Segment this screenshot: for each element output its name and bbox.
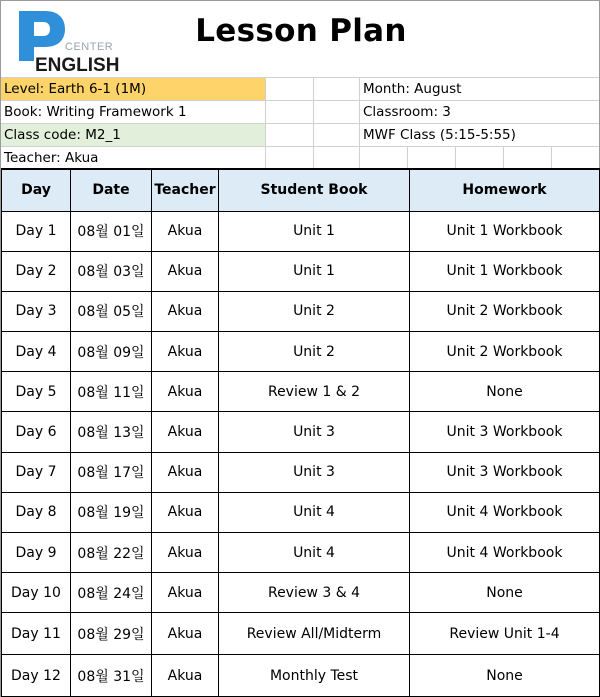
classroom-cell: Classroom: 3 <box>363 104 451 120</box>
date-cell: 08월 24일 <box>71 573 152 613</box>
empty-cell <box>266 147 314 169</box>
table-row <box>2 251 600 291</box>
homework-cell: Unit 4 Workbook <box>410 492 600 532</box>
teacher-cell: Akua <box>152 573 219 613</box>
day-cell: Day 3 <box>2 291 71 331</box>
homework-cell: None <box>410 573 600 613</box>
table-row <box>2 573 600 613</box>
empty-cell <box>266 78 314 100</box>
homework-cell: Unit 2 Workbook <box>410 291 600 331</box>
student-book-cell: Review 3 & 4 <box>219 573 410 613</box>
header-day: Day <box>2 169 71 211</box>
table-row <box>2 655 600 697</box>
day-cell: Day 4 <box>2 332 71 372</box>
empty-cell <box>314 78 360 100</box>
table-row <box>2 613 600 655</box>
homework-cell: Unit 3 Workbook <box>410 452 600 492</box>
date-cell: 08월 05일 <box>71 291 152 331</box>
book-cell: Book: Writing Framework 1 <box>1 101 266 123</box>
empty-cell <box>408 147 456 169</box>
teacher-cell: Akua <box>152 613 219 655</box>
homework-cell: Unit 1 Workbook <box>410 211 600 251</box>
teacher-cell: Akua <box>152 211 219 251</box>
student-book-cell: Unit 4 <box>219 533 410 573</box>
student-book-cell: Unit 2 <box>219 332 410 372</box>
teacher-cell: Akua <box>152 332 219 372</box>
student-book-cell: Unit 2 <box>219 291 410 331</box>
info-row-level <box>1 77 599 100</box>
teacher-cell: Akua <box>152 655 219 697</box>
empty-cell <box>266 124 314 146</box>
student-book-cell: Review All/Midterm <box>219 613 410 655</box>
teacher-cell: Akua <box>152 251 219 291</box>
homework-cell: Unit 2 Workbook <box>410 332 600 372</box>
homework-cell: Review Unit 1-4 <box>410 613 600 655</box>
student-book-cell: Unit 1 <box>219 211 410 251</box>
empty-cell <box>504 147 552 169</box>
table-row <box>2 492 600 532</box>
day-cell: Day 7 <box>2 452 71 492</box>
table-row <box>2 533 600 573</box>
page-title: Lesson Plan <box>195 13 407 49</box>
teacher-cell: Teacher: Akua <box>1 147 266 169</box>
table-row <box>2 372 600 412</box>
schedule-body <box>2 211 600 697</box>
level-cell: Level: Earth 6-1 (1M) <box>1 78 266 100</box>
homework-cell: None <box>410 655 600 697</box>
info-row-class-code <box>1 123 599 146</box>
date-cell: 08월 11일 <box>71 372 152 412</box>
teacher-cell: Akua <box>152 291 219 331</box>
month-cell: Month: August <box>363 81 462 97</box>
schedule-cell: MWF Class (5:15-5:55) <box>363 127 516 143</box>
empty-cell <box>360 147 408 169</box>
teacher-cell: Akua <box>152 533 219 573</box>
logo-small-text: CENTER <box>65 41 114 53</box>
header-student-book: Student Book <box>219 169 410 211</box>
day-cell: Day 11 <box>2 613 71 655</box>
day-cell: Day 12 <box>2 655 71 697</box>
day-cell: Day 6 <box>2 412 71 452</box>
homework-cell: None <box>410 372 600 412</box>
student-book-cell: Unit 4 <box>219 492 410 532</box>
table-row <box>2 291 600 331</box>
day-cell: Day 1 <box>2 211 71 251</box>
teacher-cell: Akua <box>152 452 219 492</box>
homework-cell: Unit 4 Workbook <box>410 533 600 573</box>
info-row-teacher <box>1 146 599 169</box>
student-book-cell: Review 1 & 2 <box>219 372 410 412</box>
day-cell: Day 8 <box>2 492 71 532</box>
info-block <box>1 77 599 168</box>
header-teacher: Teacher <box>152 169 219 211</box>
empty-cell <box>266 101 314 123</box>
day-cell: Day 10 <box>2 573 71 613</box>
student-book-cell: Monthly Test <box>219 655 410 697</box>
day-cell: Day 2 <box>2 251 71 291</box>
table-row <box>2 412 600 452</box>
date-cell: 08월 09일 <box>71 332 152 372</box>
teacher-cell: Akua <box>152 372 219 412</box>
header <box>1 1 599 77</box>
table-row <box>2 452 600 492</box>
date-cell: 08월 01일 <box>71 211 152 251</box>
date-cell: 08월 31일 <box>71 655 152 697</box>
empty-cell <box>456 147 504 169</box>
day-cell: Day 5 <box>2 372 71 412</box>
table-row <box>2 211 600 251</box>
date-cell: 08월 29일 <box>71 613 152 655</box>
info-row-book <box>1 100 599 123</box>
schedule-table <box>1 168 600 697</box>
student-book-cell: Unit 3 <box>219 412 410 452</box>
table-header-row <box>2 169 600 211</box>
day-cell: Day 9 <box>2 533 71 573</box>
table-row <box>2 332 600 372</box>
teacher-cell: Akua <box>152 412 219 452</box>
student-book-cell: Unit 1 <box>219 251 410 291</box>
empty-cell <box>552 147 599 169</box>
empty-cell <box>314 124 360 146</box>
header-date: Date <box>71 169 152 211</box>
date-cell: 08월 22일 <box>71 533 152 573</box>
homework-cell: Unit 3 Workbook <box>410 412 600 452</box>
empty-cell <box>314 147 360 169</box>
class-code-cell: Class code: M2_1 <box>1 124 266 146</box>
logo-big-text: ENGLISH <box>35 55 120 75</box>
header-homework: Homework <box>410 169 600 211</box>
empty-cell <box>314 101 360 123</box>
homework-cell: Unit 1 Workbook <box>410 251 600 291</box>
date-cell: 08월 17일 <box>71 452 152 492</box>
date-cell: 08월 13일 <box>71 412 152 452</box>
date-cell: 08월 19일 <box>71 492 152 532</box>
teacher-cell: Akua <box>152 492 219 532</box>
student-book-cell: Unit 3 <box>219 452 410 492</box>
date-cell: 08월 03일 <box>71 251 152 291</box>
